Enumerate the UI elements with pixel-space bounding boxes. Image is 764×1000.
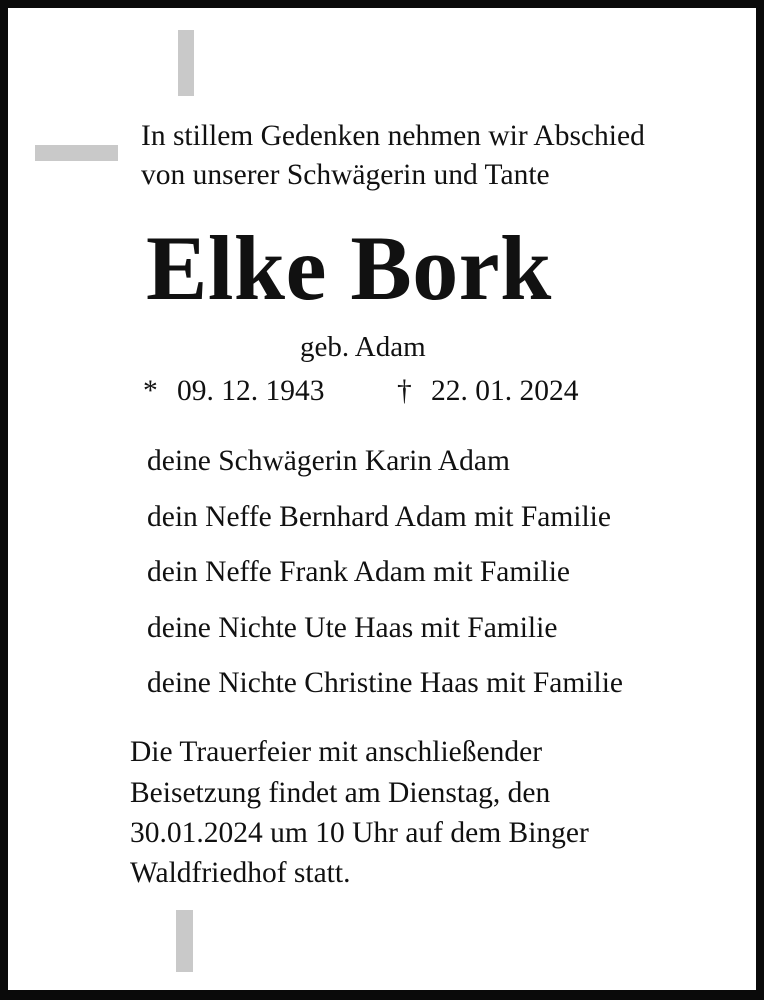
death-symbol: † (397, 375, 412, 407)
cross-bottom-bar (176, 910, 193, 972)
birth-symbol: * (143, 375, 158, 407)
mourner-line: dein Neffe Bernhard Adam mit Familie (147, 501, 611, 533)
intro-line: von unserer Schwägerin und Tante (141, 159, 550, 191)
cross-left-bar (35, 145, 118, 161)
funeral-info-line: Die Trauerfeier mit anschließender (130, 736, 543, 768)
birth-date: 09. 12. 1943 (177, 375, 325, 407)
funeral-info-line: Waldfriedhof statt. (130, 857, 351, 889)
intro-line: In stillem Gedenken nehmen wir Abschied (141, 120, 645, 152)
mourner-line: deine Nichte Ute Haas mit Familie (147, 612, 558, 644)
mourner-line: deine Schwägerin Karin Adam (147, 445, 510, 477)
funeral-info-line: 30.01.2024 um 10 Uhr auf dem Binger (130, 817, 589, 849)
deceased-name: Elke Bork (146, 217, 552, 319)
death-date: 22. 01. 2024 (431, 375, 579, 407)
mourner-line: deine Nichte Christine Haas mit Familie (147, 667, 623, 699)
funeral-info-line: Beisetzung findet am Dienstag, den (130, 777, 551, 809)
birth-name: geb. Adam (300, 331, 426, 363)
cross-top-bar (178, 30, 194, 96)
mourner-line: dein Neffe Frank Adam mit Familie (147, 556, 571, 588)
